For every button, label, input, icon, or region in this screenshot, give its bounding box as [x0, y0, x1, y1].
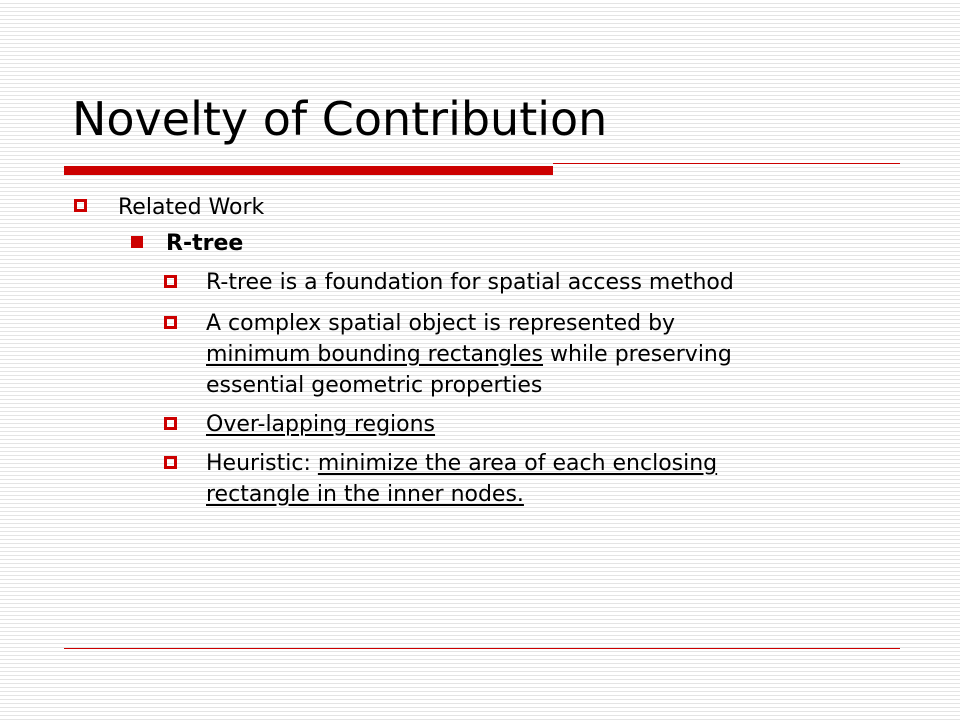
text-line: A complex spatial object is represented by: [206, 311, 676, 336]
bullet-r-tree: [131, 228, 243, 259]
footer-divider-line: [64, 648, 900, 649]
text-line: [206, 339, 732, 370]
hollow-square-icon: [164, 456, 177, 469]
bullet-text: [206, 267, 734, 298]
text-line: essential geometric properties: [206, 373, 543, 398]
sub-bullet-complex-object: [164, 308, 732, 401]
slide-title: Novelty of Contribution: [72, 92, 608, 146]
sub-bullet-foundation: [164, 267, 734, 298]
hollow-square-icon: [164, 275, 177, 288]
bullet-text: R-tree: [166, 231, 244, 256]
text-fragment: while preserving: [543, 342, 732, 367]
text-fragment: Heuristic:: [206, 451, 318, 476]
bullet-text: [206, 448, 717, 510]
hollow-square-icon: [74, 199, 87, 212]
bullet-text: [206, 409, 435, 440]
sub-bullet-overlapping: [164, 409, 435, 440]
underlined-term: minimum bounding rectangles: [206, 342, 544, 367]
text-line: R-tree is a foundation for spatial access method: [206, 270, 734, 295]
sub-bullet-heuristic: [164, 448, 717, 510]
text-line: [206, 448, 717, 479]
bullet-text: [206, 308, 732, 401]
bullet-related-work: [74, 192, 264, 223]
hollow-square-icon: [164, 316, 177, 329]
underlined-term: rectangle in the inner nodes.: [206, 482, 524, 507]
solid-square-icon: [131, 236, 143, 248]
underlined-term: Over-lapping regions: [206, 412, 436, 437]
underlined-term: minimize the area of each enclosing: [317, 451, 718, 476]
hollow-square-icon: [164, 417, 177, 430]
bullet-text: Related Work: [118, 195, 265, 220]
